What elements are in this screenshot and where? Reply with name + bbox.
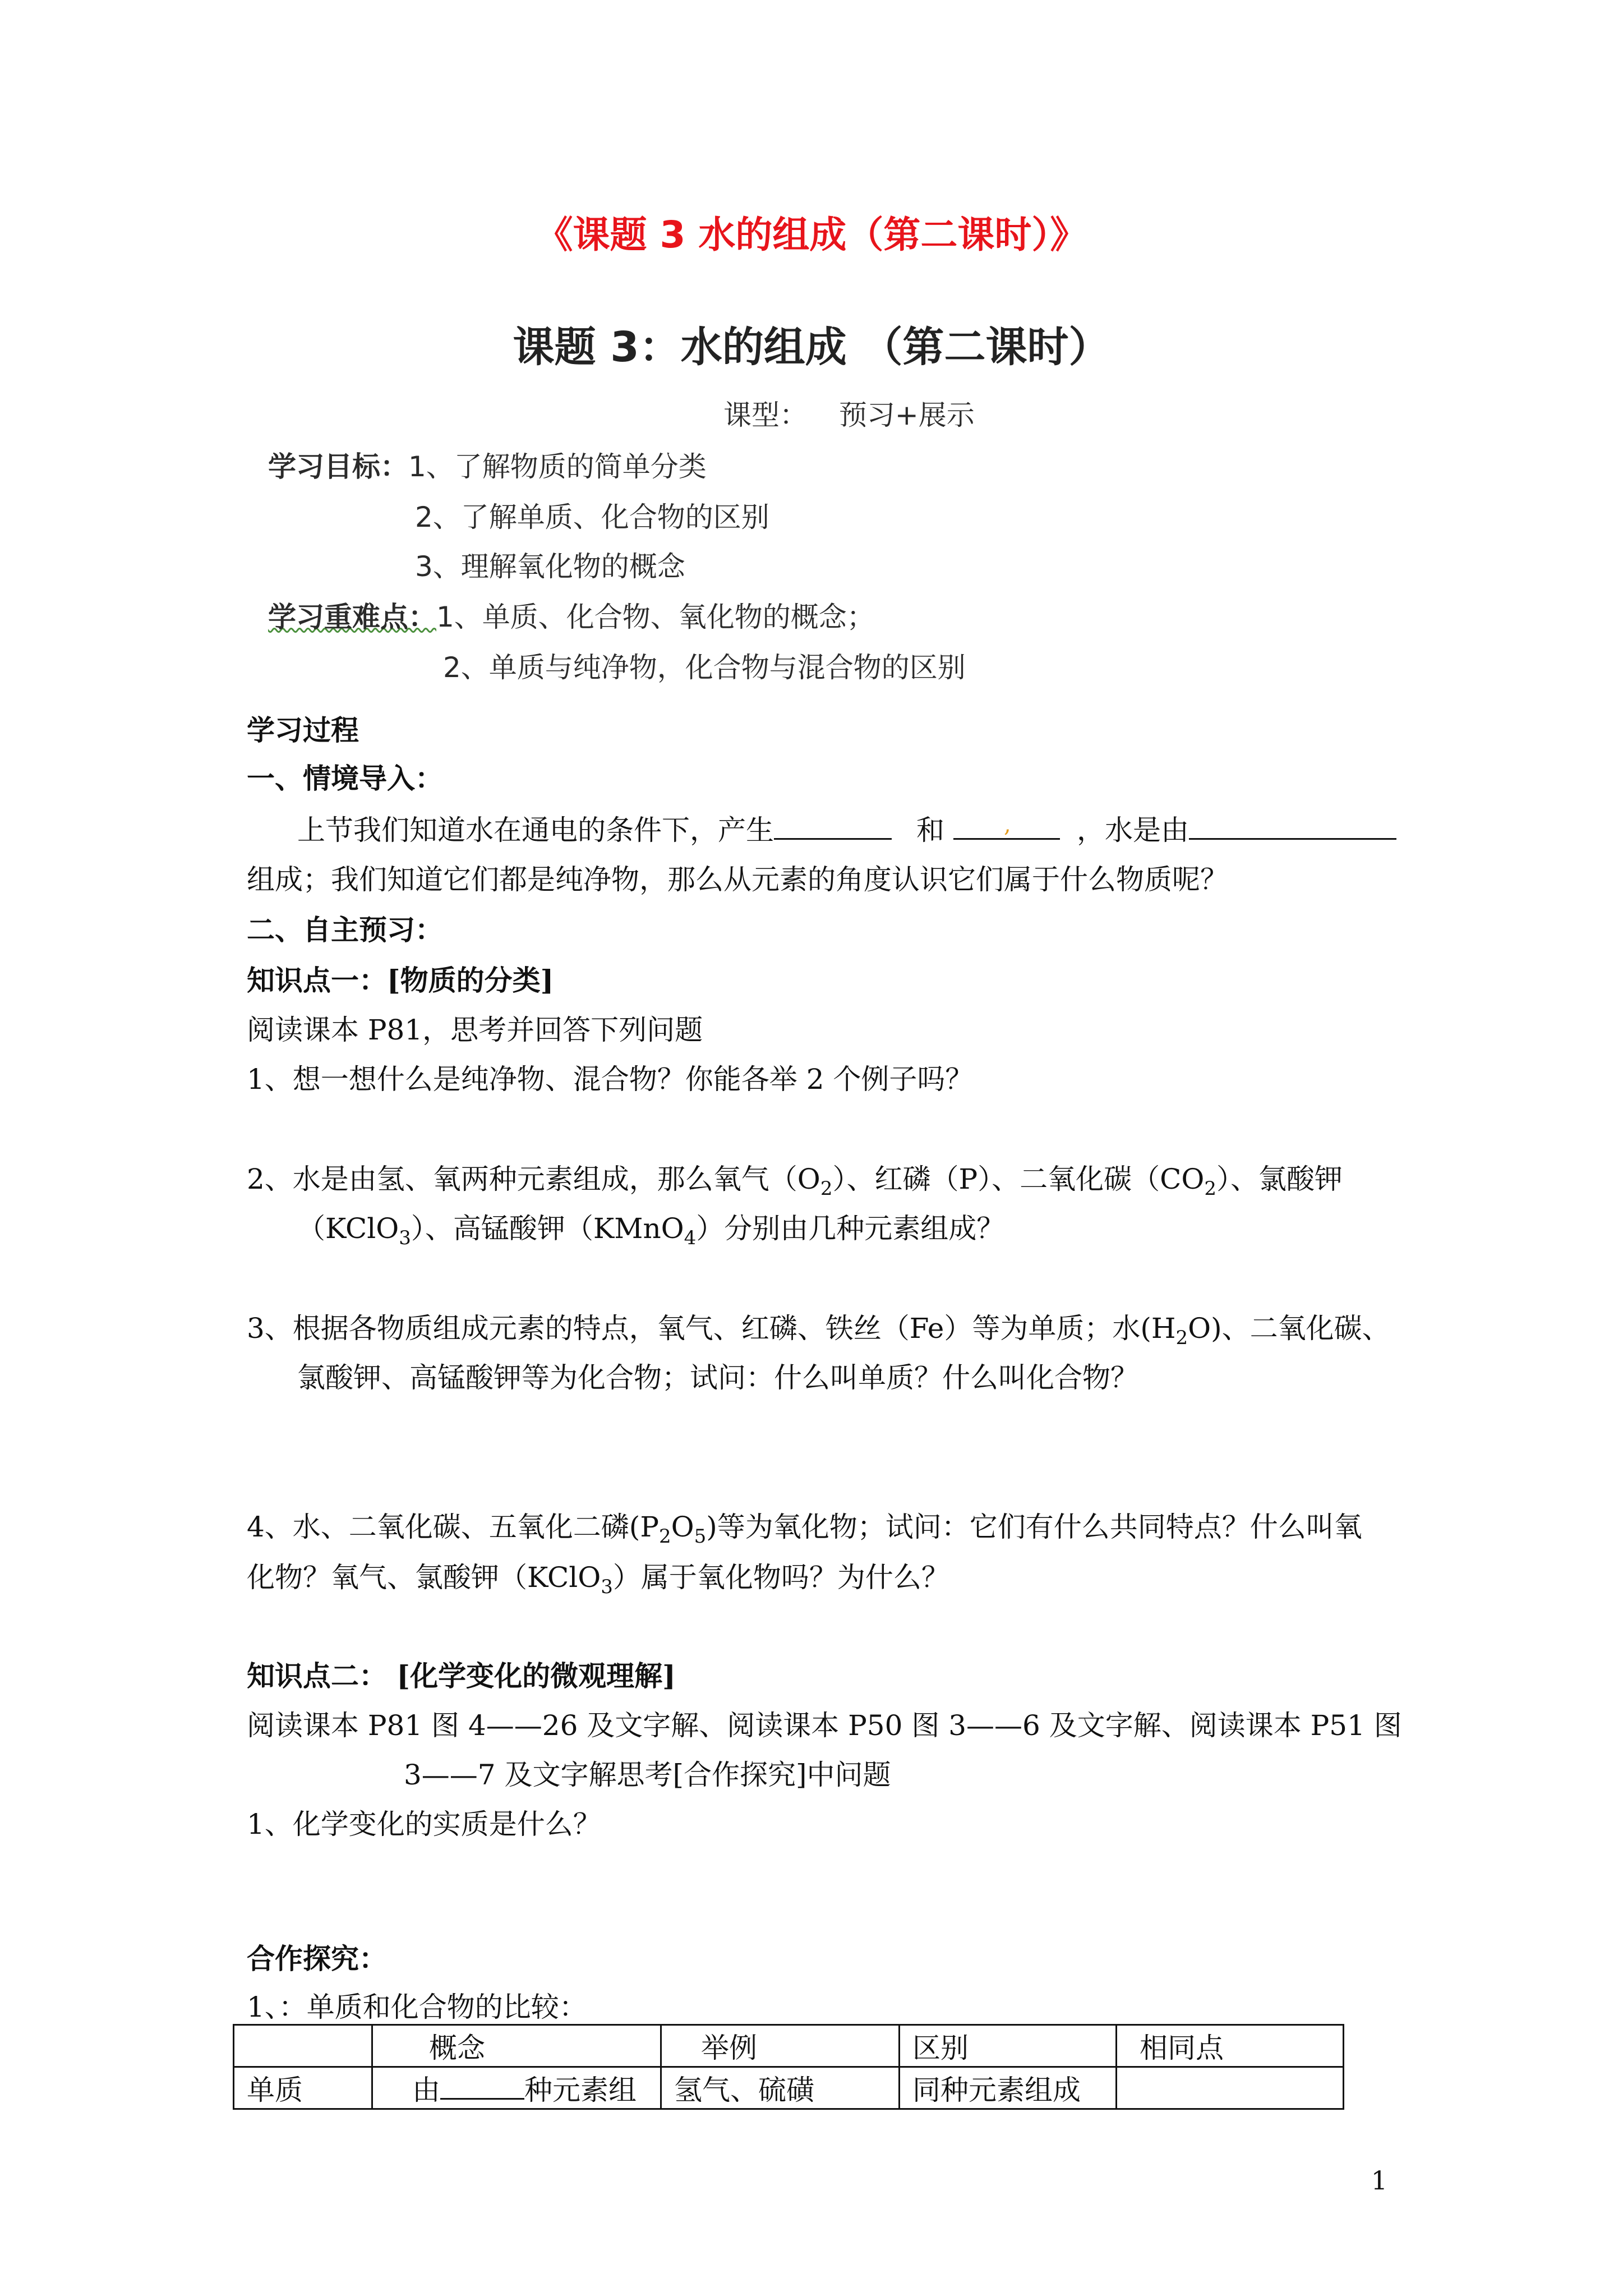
subscript: 2 [1175,1327,1188,1349]
objective-item: 1、了解物质的简单分类 [408,450,707,483]
subscript: 5 [694,1525,707,1548]
objectives-line-1 [268,444,707,485]
text-span: 水(H [1112,1312,1176,1345]
comparison-table [233,2024,1344,2110]
key-points-line-1 [268,595,875,635]
question-1: 1、想一想什么是纯净物、混合物？你能各举 2 个例子吗？ [247,1063,974,1096]
text-span: ，思考并回答下列问题 [422,1014,703,1046]
key-point-item: 2、单质与纯净物，化合物与混合物的区别 [443,651,966,684]
process-heading: 学习过程 [247,714,359,747]
text-span: O)、二氧化碳、 [1188,1312,1390,1345]
lesson-title: 课题 3：水的组成 （第二课时） [513,323,1110,371]
table-cell [1117,2067,1344,2109]
subscript: 3 [399,1227,411,1249]
key-point-item: 1、单质、化合物、氧化物的概念； [436,601,875,633]
question-4-line-2 [247,1561,949,1604]
cooperation-heading: 合作探究： [247,1942,387,1975]
text-span: ，水是由 [1077,814,1189,846]
question-3-line-1 [247,1312,1390,1355]
table-header-cell: 概念 [372,2025,661,2067]
text-span: O [671,1511,694,1543]
text-span: ）、红磷（P）、二氧化碳（CO [832,1163,1205,1195]
table-header-row [234,2025,1344,2067]
lesson-type [723,393,975,433]
text-span: ）、氯酸钾 [1216,1163,1343,1195]
text-span: 由 [412,2074,440,2106]
knowledge-point-1-heading: 知识点一：[物质的分类] [247,964,554,997]
table-cell: 单质 [234,2067,372,2109]
question-3-line-2: 氯酸钾、高锰酸钾等为化合物；试问：什么叫单质？什么叫化合物？ [297,1361,1138,1394]
text-span: 3、根据各物质组成元素的特点，氧气、红磷、铁丝（Fe）等为单质； [247,1312,1113,1345]
text-span: 种元素组 [524,2074,637,2106]
subscript: 2 [820,1177,833,1200]
text-span: 阅读课本 P81 [247,1014,423,1046]
section-1-text-line-2: 组成；我们知道它们都是纯净物，那么从元素的角度认识它们属于什么物质呢？ [247,863,1228,896]
subscript: 4 [684,1227,697,1249]
key-points-label: 学习重难点： [268,601,436,633]
text-span: 上节我们知道水在通电的条件下，产生 [297,814,774,846]
section-2-heading: 二、自主预习： [247,913,443,946]
text-span: ）分别由几种元素组成？ [696,1212,1005,1245]
text-span: ：单质和化合物的比较： [278,1991,587,2023]
subscript: 3 [601,1576,613,1598]
objective-item: 3、理解氧化物的概念 [415,550,685,583]
page-title: 《课题 3 水的组成（第二课时）》 [536,213,1087,256]
objectives-label: 学习目标： [268,450,408,483]
table-header-cell: 相同点 [1117,2025,1344,2067]
page-number: 1 [1371,2165,1387,2196]
knowledge-point-1-reading [247,1013,703,1047]
text-span: 2、水是由氢、氧两种元素组成，那么氧气（O [247,1163,820,1195]
objective-item: 2、了解单质、化合物的区别 [415,501,769,533]
fill-blank [1189,812,1396,840]
subscript: 2 [1204,1177,1216,1200]
section-1-heading: 一、情境导入： [247,762,443,795]
knowledge-point-2-reading-line-1: 阅读课本 P81 图 4——26 及文字解、阅读课本 P50 图 3——6 及文字解、阅读课本 P51 图 [247,1709,1402,1742]
knowledge-point-2-reading-line-2: 3——7 及文字解思考[合作探究]中问题 [404,1759,891,1791]
table-row [234,2067,1344,2109]
subscript: 2 [658,1525,671,1548]
lesson-type-label: 课型： [723,399,808,431]
table-header-cell: 区别 [900,2025,1117,2067]
table-cell: 氢气、硫磺 [661,2067,900,2109]
fill-blank [774,812,892,840]
text-span: ）、高锰酸钾（KMnO [411,1212,684,1245]
table-cell: 同种元素组成 [900,2067,1117,2109]
table-cell [372,2067,661,2109]
cooperation-item-1 [247,1990,587,2024]
text-span: 化物？氧气、氯酸钾（KClO [247,1561,601,1594]
table-header-cell: 举例 [661,2025,900,2067]
fill-blank [440,2072,524,2100]
question-2-line-2 [297,1212,1004,1255]
question-4-line-1 [247,1510,1362,1553]
text-span: 于氧化物吗？为什么？ [668,1561,949,1594]
text-span: )等为氧化物；试问：它们有什么共同特点？什么叫氧 [706,1511,1362,1543]
section-1-text-line-1 [297,812,1396,847]
text-span: 和 [916,814,944,846]
question-2-line-1 [247,1162,1343,1205]
lesson-type-value: 预习+展示 [838,399,975,431]
text-span: ）属 [612,1561,669,1594]
text-span: 1、 [247,1991,279,2023]
text-span: （KClO [297,1212,399,1245]
knowledge-point-2-heading: 知识点二： [化学变化的微观理解] [247,1659,676,1692]
knowledge-point-2-question-1: 1、化学变化的实质是什么？ [247,1808,601,1841]
fill-blank: , [953,812,1060,840]
text-span: 4、水、二氧化碳、五氧化二磷(P [247,1511,659,1543]
table-header-cell [234,2025,372,2067]
